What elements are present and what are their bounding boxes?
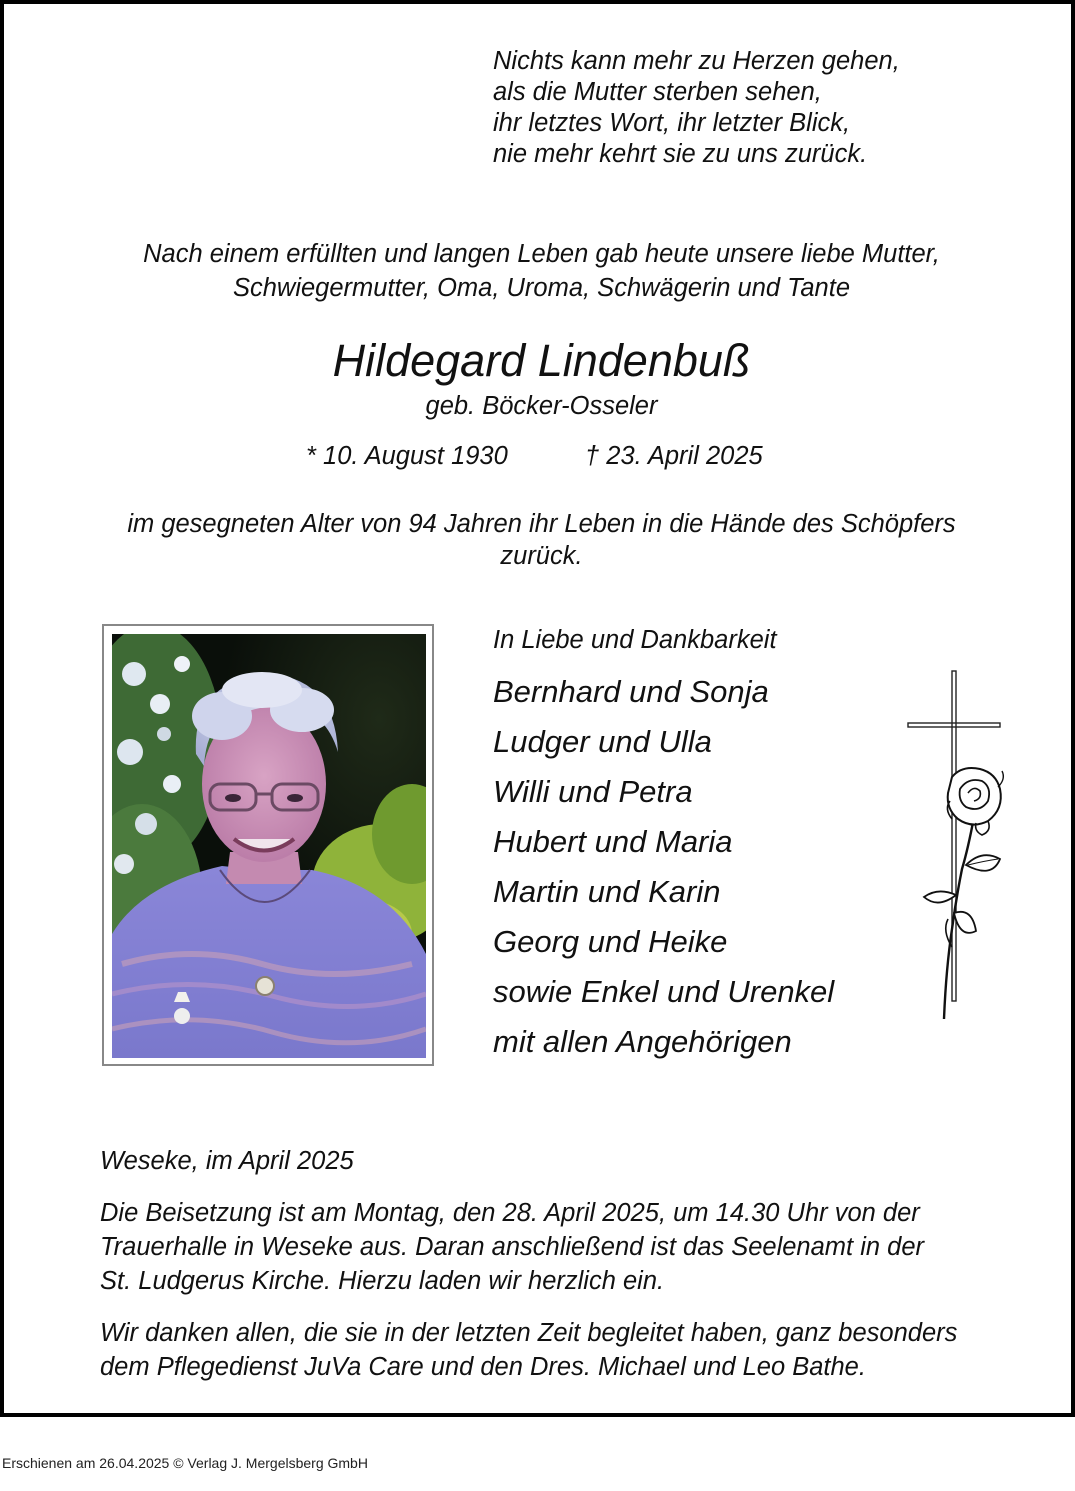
mourner-entry: mit allen Angehörigen: [493, 1024, 792, 1059]
portrait-frame: [102, 624, 434, 1066]
intro-text: [44, 237, 1039, 305]
intro-line: Schwiegermutter, Oma, Uroma, Schwägerin und Tante: [232, 274, 851, 302]
intro-line: Nach einem erfüllten und langen Leben gab heute unsere liebe Mutter,: [143, 240, 940, 268]
deceased-name: Hildegard Lindenbuß: [332, 335, 751, 386]
poem: [493, 46, 900, 170]
mourner-entry: Willi und Petra: [493, 774, 693, 809]
cross-with-rose-icon: [902, 669, 1014, 1024]
poem-line: nie mehr kehrt sie zu uns zurück.: [493, 140, 868, 168]
funeral-line: Die Beisetzung ist am Montag, den 28. April 2025, um 14.30 Uhr von der: [100, 1199, 920, 1227]
funeral-notice: [100, 1196, 1060, 1298]
gratitude-line: dem Pflegedienst JuVa Care und den Dres. Michael und Leo Bathe.: [100, 1353, 866, 1381]
mourners-heading: In Liebe und Dankbarkeit: [493, 626, 777, 654]
mourner-entry: Martin und Karin: [493, 874, 721, 909]
funeral-line: Trauerhalle in Weseke aus. Daran anschließend ist das Seelenamt in der: [100, 1233, 924, 1261]
poem-line: Nichts kann mehr zu Herzen gehen,: [493, 47, 900, 75]
maiden-name: geb. Böcker-Osseler: [425, 392, 658, 420]
mourner-entry: sowie Enkel und Urenkel: [493, 974, 835, 1009]
mourner-entry: Ludger und Ulla: [493, 724, 712, 759]
portrait-image: [112, 634, 426, 1058]
place-date: Weseke, im April 2025: [100, 1147, 354, 1175]
mourners-list: [493, 667, 834, 1067]
publication-footer: Erschienen am 26.04.2025 © Verlag J. Mergelsberg GmbH: [2, 1455, 368, 1471]
age-line: im gesegneten Alter von 94 Jahren ihr Leben in die Hände des Schöpfers: [127, 510, 956, 538]
funeral-line: St. Ludgerus Kirche. Hierzu laden wir herzlich ein.: [100, 1267, 665, 1295]
gratitude-line: Wir danken allen, die sie in der letzten Zeit begleitet haben, ganz besonders: [100, 1319, 958, 1347]
mourner-entry: Georg und Heike: [493, 924, 728, 959]
mourner-entry: Hubert und Maria: [493, 824, 733, 859]
mourner-entry: Bernhard und Sonja: [493, 674, 769, 709]
age-text: [44, 508, 1039, 572]
poem-line: ihr letztes Wort, ihr letzter Blick,: [493, 109, 851, 137]
age-line: zurück.: [500, 542, 583, 570]
death-date: † 23. April 2025: [585, 442, 763, 470]
portrait-photo: [112, 634, 426, 1058]
poem-line: als die Mutter sterben sehen,: [493, 78, 822, 106]
gratitude-note: [100, 1316, 1060, 1384]
birth-date: * 10. August 1930: [306, 442, 508, 470]
